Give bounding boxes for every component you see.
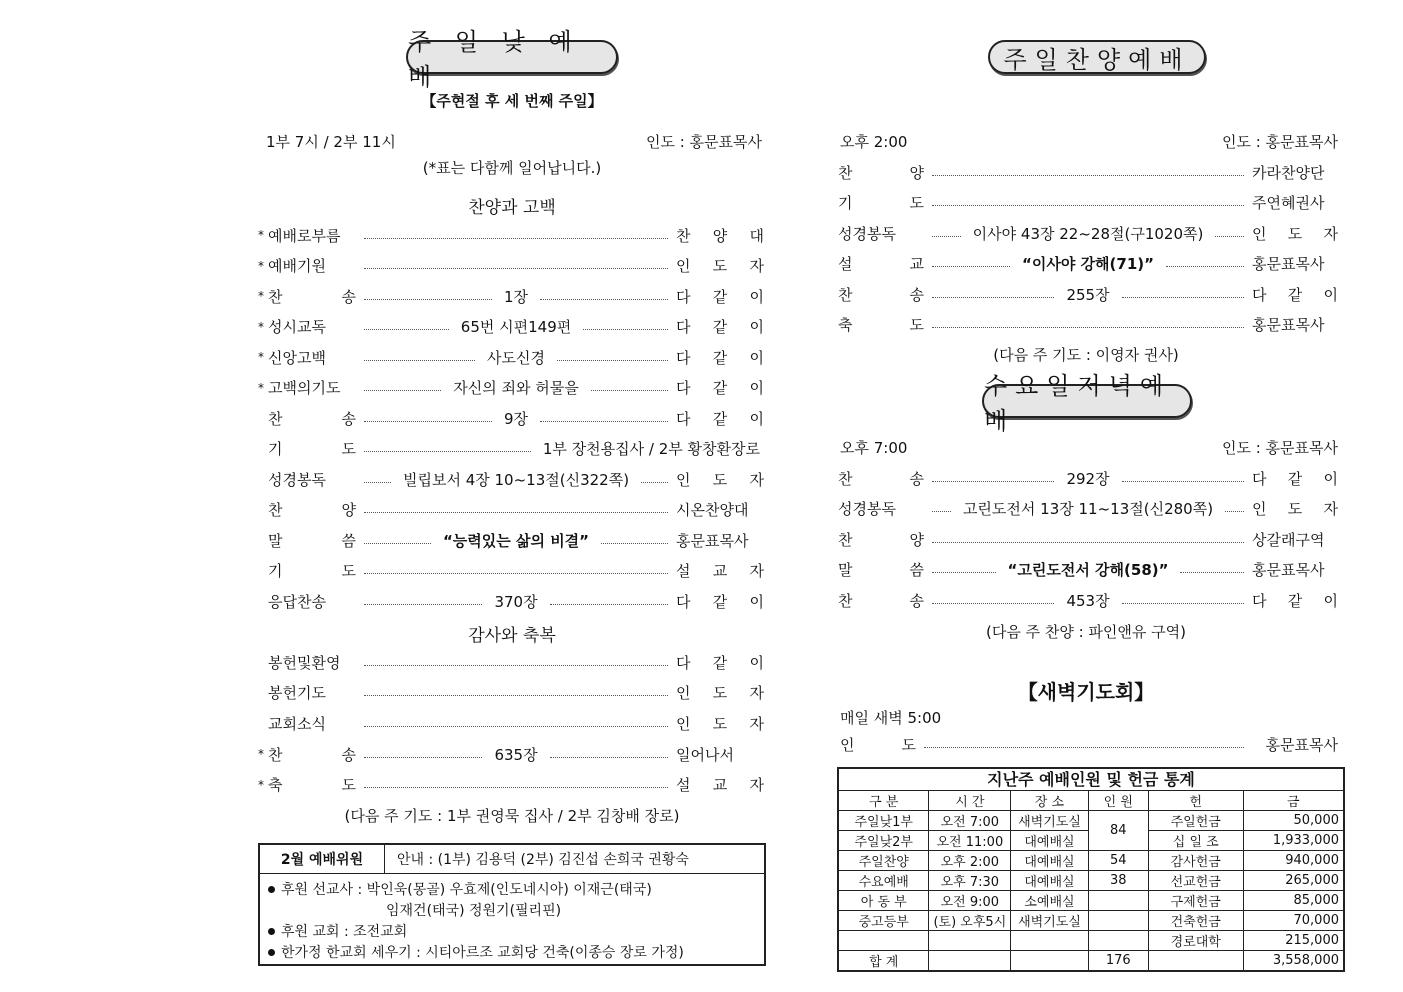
leader-dots (932, 327, 1244, 328)
leader-dots (591, 390, 668, 391)
stats-cell: 소예배실 (1011, 891, 1088, 911)
stats-cell: 38 (1088, 871, 1148, 891)
leader-dots (364, 787, 668, 788)
stats-cell: 새벽기도실 (1011, 911, 1088, 931)
order-detail: “능력있는 삶의 비결” (442, 531, 590, 550)
order-label: 성경봉독 (838, 224, 896, 243)
stats-cell: 수요예배 (839, 871, 929, 891)
worship-committee-box (258, 843, 766, 966)
leader-dots (364, 726, 668, 727)
order-row (258, 377, 764, 399)
leader-dots (932, 297, 1054, 298)
order-label: 기 도 (268, 562, 356, 580)
order-label: 축 도 (838, 316, 924, 334)
sunday-service-title: 주 일 낮 예 배 (406, 40, 618, 74)
order-person: 다 같 이 (676, 318, 765, 336)
order-detail: “이사야 강해(71)” (1022, 255, 1154, 273)
order-person: 다 같 이 (1252, 469, 1338, 488)
service-times: 1부 7시 / 2부 11시 (266, 133, 396, 151)
praise-service-title: 주일찬양예배 (988, 40, 1206, 74)
dawn-prayer-title: 【새벽기도회】 (1017, 680, 1155, 704)
leader-dots (364, 482, 391, 483)
stats-cell: 아 동 부 (839, 891, 929, 911)
order-person: 시온찬양대 (676, 501, 749, 519)
order-row (838, 559, 1338, 581)
order-row (258, 407, 764, 429)
stats-cell: 주일낮1부 (839, 811, 929, 831)
order-row (258, 651, 764, 673)
order-person: 다 같 이 (676, 592, 764, 611)
stats-cell: (토) 오후5시 (929, 911, 1011, 931)
order-label: 기 도 (838, 194, 924, 212)
order-detail: 사도신경 (487, 348, 545, 367)
order-row (258, 224, 764, 246)
stats-cell: 주일헌금 (1148, 811, 1243, 831)
stats-table (839, 791, 1343, 970)
praise-time: 오후 2:00 (840, 133, 908, 151)
leader-dots (364, 665, 668, 666)
wednesday-time: 오후 7:00 (840, 439, 908, 457)
missionary-line: 후원 선교사 : 박인욱(몽골) 우효제(인도네시아) 이재근(태국) (268, 880, 756, 901)
leader-dots (932, 511, 951, 512)
stats-cell: 940,000 (1243, 851, 1343, 871)
stats-cell: 주일낮2부 (839, 831, 929, 851)
dawn-label: 인 도 (840, 735, 916, 754)
stats-title: 지난주 예배인원 및 헌금 통계 (839, 769, 1343, 791)
leader-dots (540, 421, 668, 422)
order-label: 축 도 (268, 776, 356, 795)
leader-dots (557, 360, 668, 361)
order-label: 성경봉독 (838, 500, 896, 518)
standing-mark: * (258, 777, 264, 792)
leader-dots (364, 238, 668, 239)
standing-note: (*표는 다함께 일어납니다.) (422, 159, 602, 177)
leader-dots (364, 390, 441, 391)
order-person: 인 도 자 (1252, 224, 1338, 243)
leader-dots (540, 299, 668, 300)
stats-cell: 70,000 (1243, 911, 1343, 931)
order-row (258, 438, 764, 460)
stats-cell (929, 951, 1011, 971)
stats-cell: 54 (1088, 851, 1148, 871)
stats-cell (1088, 891, 1148, 911)
order-row (838, 314, 1338, 336)
order-label: 찬 송 (268, 745, 356, 764)
order-label: 찬 양 (268, 501, 356, 519)
order-detail: 자신의 죄와 허물을 (453, 379, 579, 397)
leader-dots (1180, 572, 1244, 573)
leader-dots (364, 512, 668, 513)
missionary-line-2: 임재건(태국) 정원기(필리핀) (386, 903, 562, 919)
order-person: 인 도 자 (676, 684, 764, 703)
leader-dots (932, 266, 1010, 267)
order-detail: 370장 (494, 592, 538, 611)
standing-mark: * (258, 319, 264, 334)
order-person: 찬 양 대 (676, 226, 764, 245)
leader-dots (364, 604, 482, 605)
order-label: 예배로부름 (268, 226, 341, 245)
order-person: 인 도 자 (676, 257, 764, 275)
wednesday-service-title: 수요일저녁예배 (982, 384, 1192, 418)
stats-row (839, 911, 1343, 931)
order-label: 기 도 (268, 440, 356, 458)
order-person: 다 같 이 (676, 409, 765, 428)
stats-cell: 대예배실 (1011, 871, 1088, 891)
stats-header-cell: 구 분 (839, 791, 929, 811)
next-prayer: (다음 주 기도 : 1부 권영묵 집사 / 2부 김창배 장로) (344, 807, 680, 825)
order-person: 설 교 자 (676, 776, 764, 795)
standing-mark: * (258, 380, 264, 395)
order-person: 홍문표목사 (1252, 316, 1325, 334)
leader-dots (1122, 603, 1244, 604)
standing-mark: * (258, 289, 264, 303)
leader-dots (364, 268, 668, 269)
stats-cell: 합 계 (839, 951, 929, 971)
stats-row (839, 931, 1343, 951)
order-detail: 1장 (503, 287, 529, 306)
stats-cell: 십 일 조 (1148, 831, 1243, 851)
leader-dots (364, 757, 482, 758)
order-label: 찬 양 (838, 163, 924, 182)
order-row (258, 712, 764, 734)
stats-cell: 215,000 (1243, 931, 1343, 951)
dawn-leader: 홍문표목사 (1265, 735, 1338, 754)
leader-dots (550, 757, 668, 758)
standing-mark: * (258, 747, 264, 762)
stats-cell: 오전 9:00 (929, 891, 1011, 911)
order-row (258, 682, 764, 704)
order-person: 다 같 이 (1252, 591, 1338, 610)
order-row (258, 590, 764, 612)
order-label: 성시교독 (268, 318, 326, 336)
wednesday-next: (다음 주 찬양 : 파인앤유 구역) (986, 623, 1186, 641)
leader-dots (364, 421, 492, 422)
leader-dots (932, 603, 1054, 604)
stats-cell: 3,558,000 (1243, 951, 1343, 971)
order-label: 성경봉독 (268, 470, 326, 489)
order-label: 고백의기도 (268, 379, 341, 397)
leader-dots (932, 236, 961, 237)
order-person: 다 같 이 (1252, 285, 1338, 304)
order-row (838, 192, 1338, 214)
order-label: 찬 송 (268, 287, 356, 306)
praise-leader: 인도 : 홍문표목사 (1221, 133, 1338, 151)
order-person: 주연혜권사 (1252, 194, 1325, 212)
bullet-icon (268, 886, 275, 893)
order-row (258, 774, 764, 796)
order-row (838, 161, 1338, 183)
stats-cell: 주일찬양 (839, 851, 929, 871)
order-row (258, 743, 764, 765)
order-detail: 292장 (1066, 469, 1110, 488)
order-row (838, 498, 1338, 520)
standing-mark: * (258, 350, 264, 364)
stats-cell: 중고등부 (839, 911, 929, 931)
stats-cell: 대예배실 (1011, 851, 1088, 871)
order-person: 홍문표목사 (676, 531, 749, 550)
order-label: 찬 양 (838, 530, 924, 549)
order-row (258, 346, 764, 368)
stats-cell (929, 931, 1011, 951)
stats-cell (1148, 951, 1243, 971)
stats-cell: 오후 2:00 (929, 851, 1011, 871)
stats-row (839, 891, 1343, 911)
service-leader: 인도 : 홍문표목사 (645, 133, 762, 151)
order-person: 카라찬양단 (1252, 163, 1325, 182)
standing-mark: * (258, 258, 264, 273)
order-person: 홍문표목사 (1252, 561, 1325, 579)
stats-header-cell: 헌 (1148, 791, 1243, 811)
stats-cell: 84 (1088, 811, 1148, 851)
stats-row (839, 871, 1343, 891)
leader-dots (1122, 297, 1244, 298)
bullet-icon (268, 928, 275, 935)
order-person: 다 같 이 (676, 287, 765, 306)
leader-dots (601, 543, 668, 544)
order-label: 찬 송 (838, 285, 924, 304)
stats-cell (1088, 911, 1148, 931)
support-church-line: 후원 교회 : 조전교회 (268, 922, 756, 943)
order-person: 홍문표목사 (1252, 255, 1325, 273)
stats-cell: 대예배실 (1011, 831, 1088, 851)
stats-cell (1011, 931, 1088, 951)
order-person: 다 같 이 (676, 348, 764, 367)
order-detail: 65번 시편149편 (460, 318, 572, 336)
order-label: 교회소식 (268, 714, 326, 733)
order-row (258, 316, 764, 338)
order-label: 말 씀 (268, 531, 356, 550)
praise-next: (다음 주 기도 : 이영자 권사) (993, 346, 1179, 364)
stats-header-cell: 시 간 (929, 791, 1011, 811)
leader-dots (641, 482, 668, 483)
order-detail: 이사야 43장 22~28절(구1020쪽) (972, 224, 1204, 243)
stats-cell: 85,000 (1243, 891, 1343, 911)
order-detail: 255장 (1066, 285, 1110, 304)
order-row (838, 222, 1338, 244)
leader-dots (932, 205, 1244, 206)
leader-dots (932, 481, 1054, 482)
stats-row (839, 851, 1343, 871)
order-label: 찬 송 (838, 469, 924, 488)
order-detail: 453장 (1066, 591, 1110, 610)
order-person: 일어나서 (676, 745, 734, 764)
stats-cell: 1,933,000 (1243, 831, 1343, 851)
bullet-icon (268, 949, 275, 956)
dawn-time: 매일 새벽 5:00 (840, 709, 942, 727)
order-person: 인 도 자 (676, 470, 765, 489)
leader-dots (364, 329, 449, 330)
order-row (838, 528, 1338, 550)
stats-cell: 선교헌금 (1148, 871, 1243, 891)
stats-cell: 건축헌금 (1148, 911, 1243, 931)
leader-dots (364, 695, 668, 696)
order-row (838, 467, 1338, 489)
leader-dots (1215, 236, 1244, 237)
stats-cell: 오후 7:30 (929, 871, 1011, 891)
leader-dots (583, 329, 668, 330)
order-row (258, 255, 764, 277)
order-label: 예배기원 (268, 257, 326, 275)
church-building-line: 한가정 한교회 세우기 : 시티아르조 교회당 건축(이종승 장로 가정) (268, 943, 756, 964)
order-row (258, 529, 764, 551)
order-detail: 빌립보서 4장 10~13절(신322쪽) (402, 470, 630, 489)
attendance-offering-stats (837, 767, 1345, 972)
leader-dots (364, 573, 668, 574)
stats-cell: 176 (1088, 951, 1148, 971)
leader-dots (932, 572, 996, 573)
leader-dots (364, 543, 431, 544)
section-thanks-blessing: 감사와 축복 (468, 626, 556, 646)
stats-cell (839, 931, 929, 951)
order-row (258, 285, 764, 307)
order-detail: 635장 (494, 745, 538, 764)
leader-dots (364, 451, 531, 452)
leader-dots (1122, 481, 1244, 482)
stats-cell: 오전 7:00 (929, 811, 1011, 831)
stats-cell: 구제헌금 (1148, 891, 1243, 911)
order-label: 봉헌기도 (268, 684, 326, 703)
order-detail: 고린도전서 13장 11~13절(신280쪽) (962, 500, 1214, 518)
order-row (838, 589, 1338, 611)
stats-cell (1088, 931, 1148, 951)
order-label: 찬 송 (838, 591, 924, 610)
order-detail: “고린도전서 강해(58)” (1007, 561, 1169, 579)
leader-dots (932, 542, 1244, 543)
order-label: 말 씀 (838, 561, 924, 579)
order-detail: 1부 장천용집사 / 2부 황창환장로 (542, 440, 760, 458)
leader-dots (364, 360, 475, 361)
wednesday-leader: 인도 : 홍문표목사 (1221, 439, 1338, 457)
sunday-subtitle: 【주현절 후 세 번째 주일】 (421, 92, 603, 110)
order-person: 상갈래구역 (1252, 530, 1325, 549)
stats-cell: 감사헌금 (1148, 851, 1243, 871)
dawn-leader-row (840, 733, 1338, 755)
order-label: 봉헌및환영 (268, 653, 341, 672)
order-row (838, 253, 1338, 275)
order-person: 다 같 이 (676, 379, 764, 397)
stats-header-cell: 금 (1243, 791, 1343, 811)
stats-cell: 오전 11:00 (929, 831, 1011, 851)
stats-cell: 경로대학 (1148, 931, 1243, 951)
order-row (258, 560, 764, 582)
leader-dots (364, 299, 492, 300)
stats-cell: 265,000 (1243, 871, 1343, 891)
standing-mark: * (258, 228, 264, 242)
committee-guide: 안내 : (1부) 김용덕 (2부) 김진섭 손희국 권황숙 (397, 852, 689, 868)
stats-header-cell: 인 원 (1088, 791, 1148, 811)
leader-dots (550, 604, 668, 605)
order-row (838, 283, 1338, 305)
stats-cell: 새벽기도실 (1011, 811, 1088, 831)
stats-cell (1011, 951, 1088, 971)
stats-header-cell: 장 소 (1011, 791, 1088, 811)
order-label: 응답찬송 (268, 592, 326, 611)
leader-dots (1225, 511, 1244, 512)
stats-row (839, 951, 1343, 971)
order-label: 설 교 (838, 255, 924, 273)
order-label: 신앙고백 (268, 348, 326, 367)
order-person: 인 도 자 (1252, 500, 1338, 518)
order-row (258, 499, 764, 521)
stats-row (839, 811, 1343, 831)
order-label: 찬 송 (268, 409, 356, 428)
leader-dots (932, 175, 1244, 176)
order-person: 설 교 자 (676, 562, 764, 580)
order-person: 다 같 이 (676, 653, 764, 672)
order-detail: 9장 (503, 409, 529, 428)
order-row (258, 468, 764, 490)
committee-title: 2월 예배위원 (260, 845, 385, 873)
leader-dots (1166, 266, 1244, 267)
section-praise-confession: 찬양과 고백 (468, 198, 556, 218)
stats-cell: 50,000 (1243, 811, 1343, 831)
order-person: 인 도 자 (676, 714, 764, 733)
